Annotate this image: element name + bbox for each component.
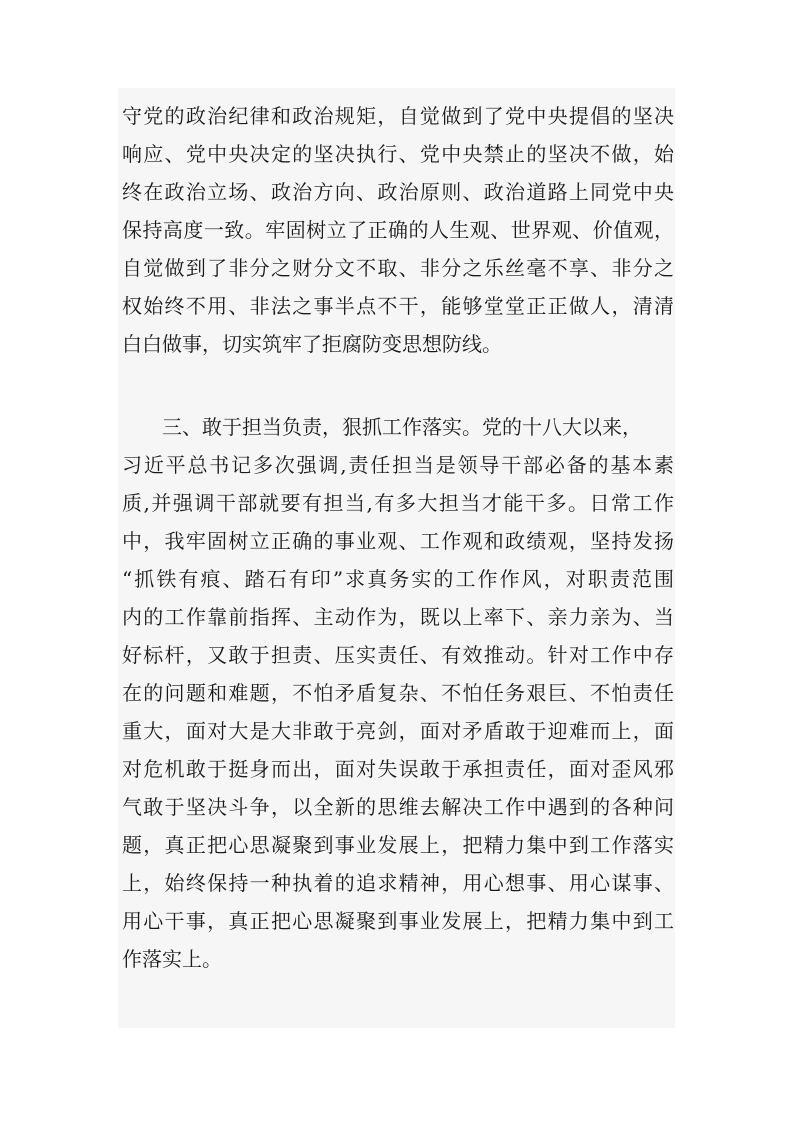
text-line: 题，真正把心思凝聚到事业发展上，把精力集中到工作落实 <box>122 833 674 857</box>
text-line: 习近平总书记多次强调,责任担当是领导干部必备的基本素 <box>122 453 674 477</box>
text-line: 质,并强调干部就要有担当,有多大担当才能干多。日常工作 <box>122 491 674 515</box>
paragraph-political-discipline <box>122 97 674 363</box>
text-line: 自觉做到了非分之财分文不取、非分之乐丝毫不享、非分之 <box>122 256 674 280</box>
text-line: 权始终不用、非法之事半点不干，能够堂堂正正做人，清清 <box>122 294 674 318</box>
text-line: 上，始终保持一种执着的追求精神，用心想事、用心谋事、 <box>122 871 674 895</box>
text-line: 好标杆，又敢于担责、压实责任、有效推动。针对工作中存 <box>122 643 674 667</box>
text-line: 用心干事，真正把心思凝聚到事业发展上，把精力集中到工 <box>122 909 674 933</box>
text-line: 重大，面对大是大非敢于亮剑，面对矛盾敢于迎难而上，面 <box>122 719 674 743</box>
paragraph-responsibility <box>122 408 674 978</box>
text-line: 三、敢于担当负责，狠抓工作落实。党的十八大以来， <box>122 415 642 439</box>
text-line: 内的工作靠前指挥、主动作为，既以上率下、亲力亲为、当 <box>122 605 674 629</box>
text-line: 在的问题和难题，不怕矛盾复杂、不怕任务艰巨、不怕责任 <box>122 681 674 705</box>
text-line: 白白做事，切实筑牢了拒腐防变思想防线。 <box>122 332 502 356</box>
text-line: 中，我牢固树立正确的事业观、工作观和政绩观，坚持发扬 <box>122 529 674 553</box>
text-line: 响应、党中央决定的坚决执行、党中央禁止的坚决不做，始 <box>122 142 674 166</box>
text-line: 对危机敢于挺身而出，面对失误敢于承担责任，面对歪风邪 <box>122 757 674 781</box>
text-line: 守党的政治纪律和政治规矩，自觉做到了党中央提倡的坚决 <box>122 104 674 128</box>
text-line: 保持高度一致。牢固树立了正确的人生观、世界观、价值观， <box>122 218 674 242</box>
text-line: 作落实上。 <box>122 947 222 971</box>
text-line: 终在政治立场、政治方向、政治原则、政治道路上同党中央 <box>122 180 674 204</box>
text-line: 气敢于坚决斗争，以全新的思维去解决工作中遇到的各种问 <box>122 795 674 819</box>
text-line: “抓铁有痕、踏石有印”求真务实的工作作风，对职责范围 <box>122 567 674 591</box>
